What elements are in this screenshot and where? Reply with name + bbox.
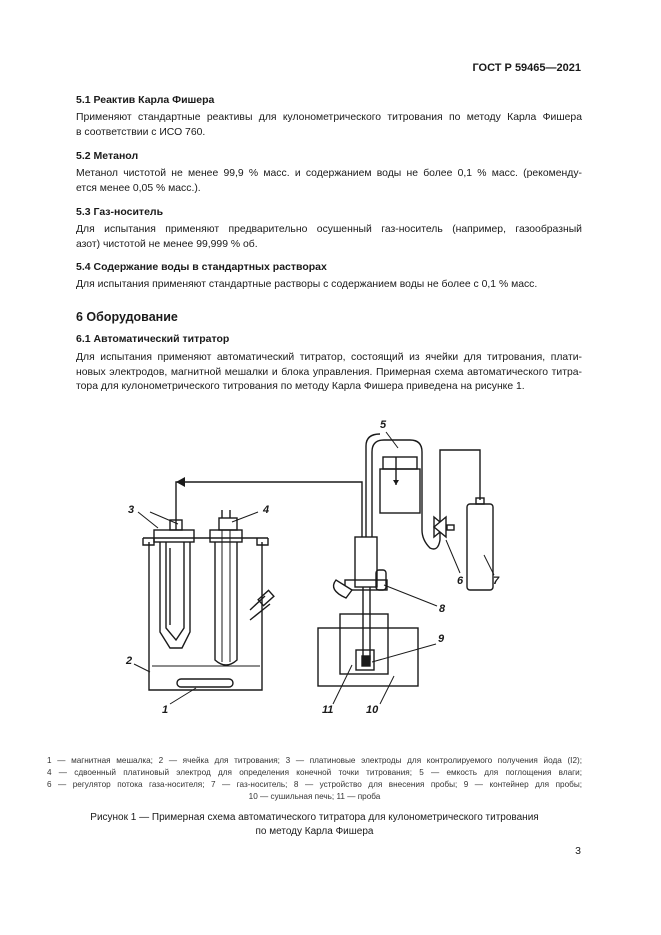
flow-arrow	[176, 477, 185, 487]
label-5: 5	[380, 419, 387, 431]
electrode-3-tube	[160, 542, 190, 648]
text-line: новых электродов, магнитной мешалки и блока управления. Примерная схема автоматического титра-	[76, 366, 582, 378]
page-number: 3	[575, 845, 581, 857]
text-line: азот) чистотой не менее 99,999 % об.	[76, 238, 258, 250]
trap-vessel	[380, 469, 420, 513]
label-4: 4	[263, 504, 270, 516]
standard-number: ГОСТ Р 59465—2021	[472, 62, 581, 74]
label-10: 10	[366, 704, 379, 716]
carrier-tube	[422, 450, 480, 549]
label-2: 2	[126, 655, 133, 667]
text-line: в соответствии с ИСО 760.	[76, 126, 206, 138]
section-6-title: 6 Оборудование	[76, 310, 178, 324]
label-8: 8	[439, 603, 446, 615]
label-9: 9	[438, 633, 445, 645]
legend-line: 6 — регулятор потока газа-носителя; 7 — газ-носитель; 8 — устройство для внесения пробы; 9 — контейнер для пробы;	[47, 780, 582, 789]
text-line: Для испытания применяют стандартные растворы с содержанием воды не более с 0,1 % масс.	[76, 279, 538, 290]
section-5-1-title: 5.1 Реактив Карла Фишера	[76, 94, 215, 106]
section-5-3-title: 5.3 Газ-носитель	[76, 206, 164, 218]
label-6: 6	[457, 575, 464, 587]
section-5-4-title: 5.4 Содержание воды в стандартных растворах	[76, 261, 327, 273]
text-line: тора для кулонометрического титрования по методу Карла Фишера приведена на рисунке 1.	[76, 381, 525, 392]
label-1: 1	[162, 704, 169, 716]
legend-line: 1 — магнитная мешалка; 2 — ячейка для титрования; 3 — платиновые электроды для контролируемого получения йода (I2);	[47, 756, 582, 765]
trap-lid	[383, 457, 417, 469]
label-11: 11	[322, 704, 334, 716]
text-line: Для испытания применяют автоматический титратор, состоящий из ячейки для титрования, плати-	[76, 352, 582, 363]
text-line: Метанол чистотой не менее 99,9 % масс. и содержанием воды не более 0,1 % масс. (рекоменду-	[76, 168, 582, 179]
section-5-2-title: 5.2 Метанол	[76, 150, 139, 162]
gas-cylinder	[467, 504, 493, 590]
label-7: 7	[493, 575, 500, 587]
legend-line: 10 — сушильная печь; 11 — проба	[248, 792, 381, 801]
section-6-1-title: 6.1 Автоматический титратор	[76, 333, 230, 345]
electrode-4-cap	[210, 530, 242, 542]
caption-line: Рисунок 1 — Примерная схема автоматического титратора для кулонометрического титрования	[90, 812, 539, 823]
legend-line: 4 — сдвоенный платиновый электрод для определения конечной точки титрования; 5 — емкость для поглощения влаги;	[47, 768, 582, 777]
electrode-3-cap	[154, 530, 194, 542]
text-line: Применяют стандартные реактивы для кулонометрического титрования по методу Карла Фишера	[76, 112, 582, 123]
text-line: ется менее 0,05 % масс.).	[76, 182, 201, 194]
electrode-4-tube	[215, 542, 237, 665]
figure-caption	[47, 811, 582, 838]
text-line: Для испытания применяют предварительно осушенный газ-носитель (например, газообразный	[76, 224, 582, 235]
label-3: 3	[128, 504, 135, 516]
caption-line: по методу Карла Фишера	[255, 825, 374, 837]
figure-legend	[47, 755, 582, 803]
magnetic-stirrer	[177, 679, 233, 687]
